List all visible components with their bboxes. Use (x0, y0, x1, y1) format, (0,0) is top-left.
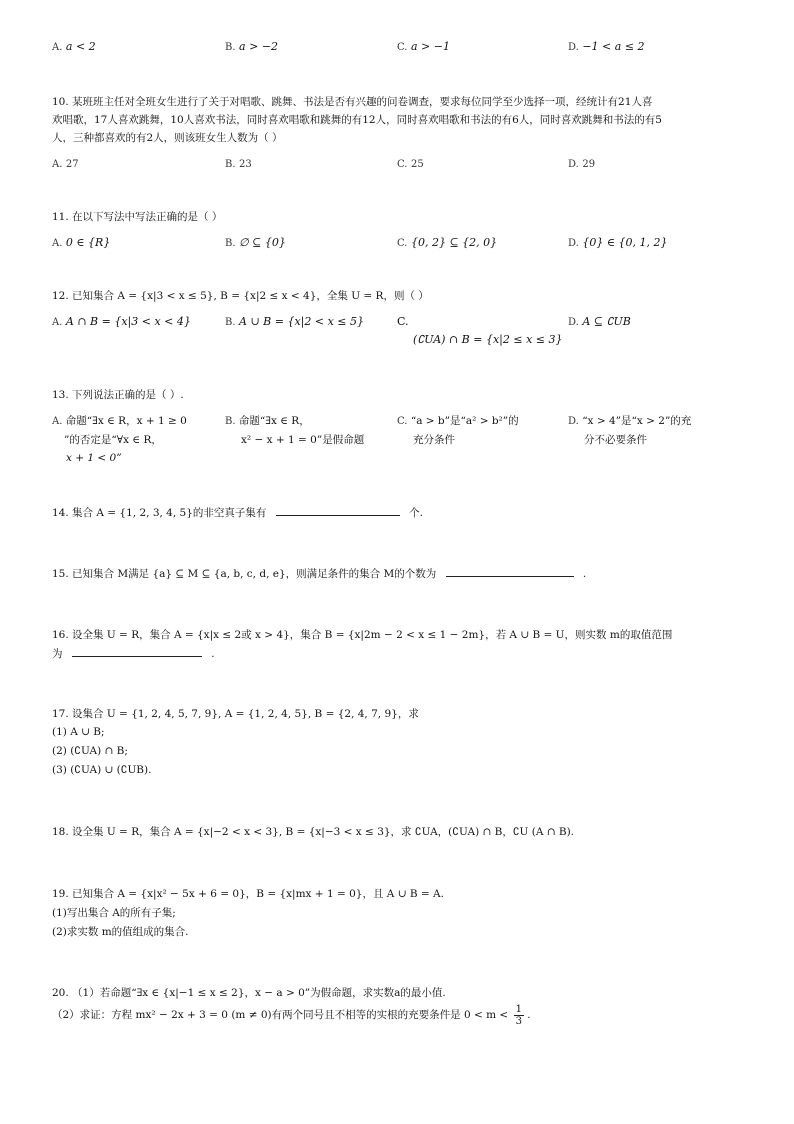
option-c[interactable]: (∁UA) ∩ B = {x|2 ≤ x ≤ 3} (413, 333, 563, 346)
option-d[interactable]: D. −1 < a ≤ 2 (568, 40, 645, 53)
option-a[interactable]: A. 0 ∈ {R} (52, 236, 111, 249)
question-18: 18. 设全集 U = R，集合 A = {x|−2 < x < 3}, B = {x|−3 < x ≤ 3}，求 ∁UA，(∁UA) ∩ B，∁U (A ∩ B). (52, 826, 575, 838)
option-c[interactable]: C. {0, 2} ⊆ {2, 0} (397, 236, 498, 249)
question-19-stem: 19. 已知集合 A = {x|x² − 5x + 6 = 0}，B = {x|mx + 1 = 0}，且 A ∪ B = A. (52, 888, 444, 900)
option-c-label: C. (397, 315, 409, 328)
option-b[interactable]: B. 命题“∃x ∈ R， x² − x + 1 = 0”是假命题 (225, 415, 365, 446)
option-a[interactable]: A. A ∩ B = {x|3 < x < 4} (52, 315, 191, 328)
answer-blank[interactable] (446, 564, 574, 577)
option-d[interactable]: D. {0} ∈ {0, 1, 2} (568, 236, 668, 249)
option-b[interactable]: B. 23 (225, 159, 252, 170)
question-20-line2: （2）求证：方程 mx² − 2x + 3 = 0 (m ≠ 0)有两个同号且不相等的实根的充要条件是 0 < m < $\frac{1}{3}$ . (52, 1003, 531, 1027)
option-c[interactable]: C. a > −1 (397, 40, 450, 53)
question-11-stem: 11. 在以下写法中写法正确的是（ ） (52, 211, 223, 223)
question-16-line2: 为 . (52, 644, 215, 664)
question-10-line1: 10. 某班班主任对全班女生进行了关于对唱歌、跳舞、书法是否有兴趣的问卷调查，要求每位同学至少选择一项，经统计有21人喜 (52, 96, 653, 108)
answer-blank[interactable] (276, 503, 400, 516)
option-c[interactable]: C. 25 (397, 159, 424, 170)
question-10-line3: 人，三种都喜欢的有2人，则该班女生人数为（ ） (52, 132, 283, 144)
option-b[interactable]: B. A ∪ B = {x|2 < x ≤ 5} (225, 315, 365, 328)
answer-blank[interactable] (72, 644, 202, 657)
option-d[interactable]: D. “x > 4”是“x > 2”的充 分不必要条件 (568, 415, 692, 446)
option-a[interactable]: A. a < 2 (52, 40, 96, 53)
question-12-stem: 12. 已知集合 A = {x|3 < x ≤ 5}, B = {x|2 ≤ x < 4}，全集 U = R，则（ ） (52, 290, 429, 302)
question-15: 15. 已知集合 M满足 {a} ⊆ M ⊆ {a, b, c, d, e}，则满足条件的集合 M的个数为 . (52, 564, 586, 584)
question-17-part-3: (3) (∁UA) ∪ (∁UB). (52, 764, 152, 776)
question-17-part-2: (2) (∁UA) ∩ B; (52, 745, 128, 757)
option-a[interactable]: A. 命题“∃x ∈ R，x + 1 ≥ 0 ”的否定是“∀x ∈ R， x + 1 < 0” (52, 415, 187, 464)
question-19-part-2: (2)求实数 m的值组成的集合. (52, 926, 189, 938)
question-19-part-1: (1)写出集合 A的所有子集; (52, 907, 176, 919)
option-b[interactable]: B. ∅ ⊆ {0} (225, 236, 286, 249)
question-17-part-1: (1) A ∪ B; (52, 726, 105, 738)
option-a[interactable]: A. 27 (52, 159, 79, 170)
option-d[interactable]: D. A ⊆ ∁UB (568, 315, 631, 328)
option-c[interactable]: C. “a > b”是“a² > b²”的 充分条件 (397, 415, 519, 446)
question-14: 14. 集合 A = {1, 2, 3, 4, 5}的非空真子集有 个. (52, 503, 423, 523)
fraction-one-third: $\frac{1}{3}$ (515, 1003, 522, 1027)
question-17-stem: 17. 设集合 U = {1, 2, 4, 5, 7, 9}, A = {1, 2, 4, 5}, B = {2, 4, 7, 9}，求 (52, 708, 419, 720)
option-b[interactable]: B. a > −2 (225, 40, 279, 53)
question-13-stem: 13. 下列说法正确的是（ ）. (52, 389, 184, 401)
question-20-line1: 20. （1）若命题“∃x ∈ {x|−1 ≤ x ≤ 2}，x − a > 0”为假命题，求实数a的最小值. (52, 987, 446, 999)
question-16-line1: 16. 设全集 U = R，集合 A = {x|x ≤ 2或 x > 4}，集合 B = {x|2m − 2 < x ≤ 1 − 2m}，若 A ∪ B = U，则实数 m的取值范围 (52, 629, 673, 641)
question-10-line2: 欢唱歌，17人喜欢跳舞，10人喜欢书法，同时喜欢唱歌和跳舞的有12人，同时喜欢唱歌和书法的有6人，同时喜欢跳舞和书法的有5 (52, 114, 662, 126)
option-d[interactable]: D. 29 (568, 159, 596, 170)
